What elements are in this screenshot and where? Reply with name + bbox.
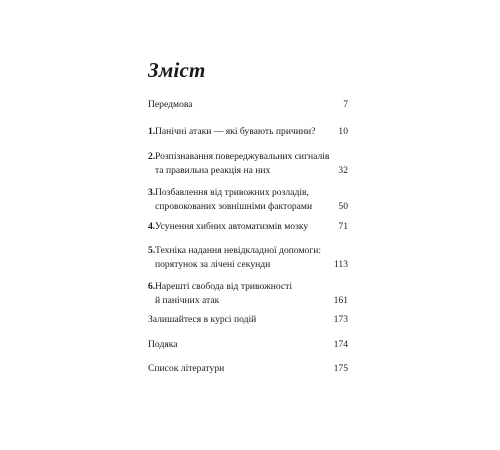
toc-entry-number: 5. [148, 245, 156, 256]
toc-entry-chapter-2 [148, 150, 348, 178]
toc-entry-title: Передмова [148, 99, 193, 110]
toc-entry-number: 2. [148, 151, 156, 162]
page-title: Зміст [148, 58, 206, 82]
toc-entry-page: 32 [338, 165, 348, 176]
toc-entry-page: 174 [333, 339, 348, 350]
toc-entry-title: Розпізнавання повереджувальних сигналів [155, 151, 330, 162]
toc-entry-title: Нарешті свобода від тривожності [155, 281, 292, 292]
toc-entry-title-continued: порятунок за лічені секунди [155, 259, 271, 270]
toc-entry-page: 7 [343, 99, 348, 110]
toc-entry-title: Усунення хибних автоматизмів мозку [155, 221, 309, 232]
toc-entry-number: 6. [148, 281, 156, 292]
toc-entry-title: Позбавлення від тривожних розладів, [155, 187, 309, 198]
toc-entry-stay-updated [148, 313, 348, 327]
toc-entry-title-continued: й панічних атак [155, 295, 220, 306]
toc-entry-page: 113 [333, 259, 348, 270]
toc-entry-chapter-3 [148, 186, 348, 214]
toc-entry-page: 50 [338, 201, 348, 212]
toc-entry-page: 10 [338, 126, 348, 137]
toc-entry-title: Техніка надання невідкладної допомоги: [155, 245, 322, 256]
toc-entry-chapter-5 [148, 244, 348, 272]
toc-entry-title: Список літератури [148, 363, 225, 374]
toc-entry-number: 4. [148, 221, 156, 232]
toc-entry-title-continued: спровокованих зовнішніми факторами [155, 201, 313, 212]
toc-entry-number: 1. [148, 126, 156, 137]
toc-entry-preface [148, 98, 348, 112]
toc-entry-page: 175 [333, 363, 348, 374]
toc-entry-chapter-1 [148, 125, 348, 139]
toc-entry-title: Подяка [148, 339, 178, 350]
toc-entry-chapter-4 [148, 220, 348, 234]
toc-entry-title: Залишайтеся в курсі подій [148, 314, 257, 325]
toc-entry-title-continued: та правильна реакція на них [155, 165, 271, 176]
toc-entry-title: Панічні атаки — які бувають причини? [155, 126, 316, 137]
toc-entry-page: 161 [333, 295, 348, 306]
toc-entry-chapter-6 [148, 280, 348, 308]
toc-entry-page: 71 [338, 221, 348, 232]
toc-entry-number: 3. [148, 187, 156, 198]
toc-entry-references [148, 362, 348, 376]
toc-entry-acknowledgements [148, 338, 348, 352]
toc-entry-page: 173 [333, 314, 348, 325]
